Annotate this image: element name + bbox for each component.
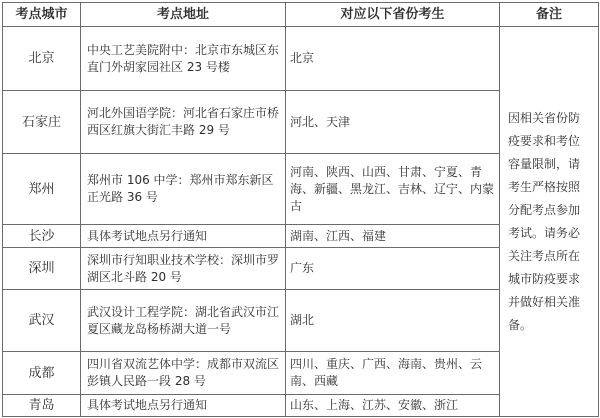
provinces-cell: 四川、重庆、广西、海南、贵州、云南、西藏 [286,352,500,395]
address-cell: 中央工艺美院附中：北京市东城区东直门外胡家园社区 23 号楼 [81,27,286,91]
city-cell: 北京 [3,27,81,91]
address-cell: 武汉设计工程学院：湖北省武汉市江夏区藏龙岛杨桥湖大道一号 [81,290,286,352]
city-cell: 石家庄 [3,91,81,154]
provinces-cell: 广东 [286,248,500,290]
note-cell: 因相关省份防疫要求和考位容量限制，请考生严格按照分配考点参加考试。请务必关注考点所在城市防疫要求并做好相关准备。 [500,27,599,417]
address-cell: 具体考试地点另行通知 [81,225,286,248]
address-cell: 四川省双流艺体中学：成都市双流区彭镇人民路一段 28 号 [81,352,286,395]
city-cell: 深圳 [3,248,81,290]
address-cell: 郑州市 106 中学：郑州市郑东新区正光路 36 号 [81,154,286,225]
header-note: 备注 [500,3,599,27]
city-cell: 长沙 [3,225,81,248]
city-cell: 成都 [3,352,81,395]
header-provinces: 对应以下省份考生 [286,3,500,27]
provinces-cell: 北京 [286,27,500,91]
address-cell: 河北外国语学院：河北省石家庄市桥西区红旗大街汇丰路 29 号 [81,91,286,154]
provinces-cell: 湖北 [286,290,500,352]
address-cell: 具体考试地点另行通知 [81,395,286,417]
header-city: 考点城市 [3,3,81,27]
city-cell: 青岛 [3,395,81,417]
provinces-cell: 河南、陕西、山西、甘肃、宁夏、青海、新疆、黑龙江、吉林、辽宁、内蒙古 [286,154,500,225]
city-cell: 郑州 [3,154,81,225]
header-address: 考点地址 [81,3,286,27]
exam-venue-table [2,2,599,417]
provinces-cell: 山东、上海、江苏、安徽、浙江 [286,395,500,417]
city-cell: 武汉 [3,290,81,352]
provinces-cell: 湖南、江西、福建 [286,225,500,248]
provinces-cell: 河北、天津 [286,91,500,154]
table-row [3,27,599,91]
table-header-row [3,3,599,27]
address-cell: 深圳市行知职业技术学校：深圳市罗湖区北斗路 20 号 [81,248,286,290]
